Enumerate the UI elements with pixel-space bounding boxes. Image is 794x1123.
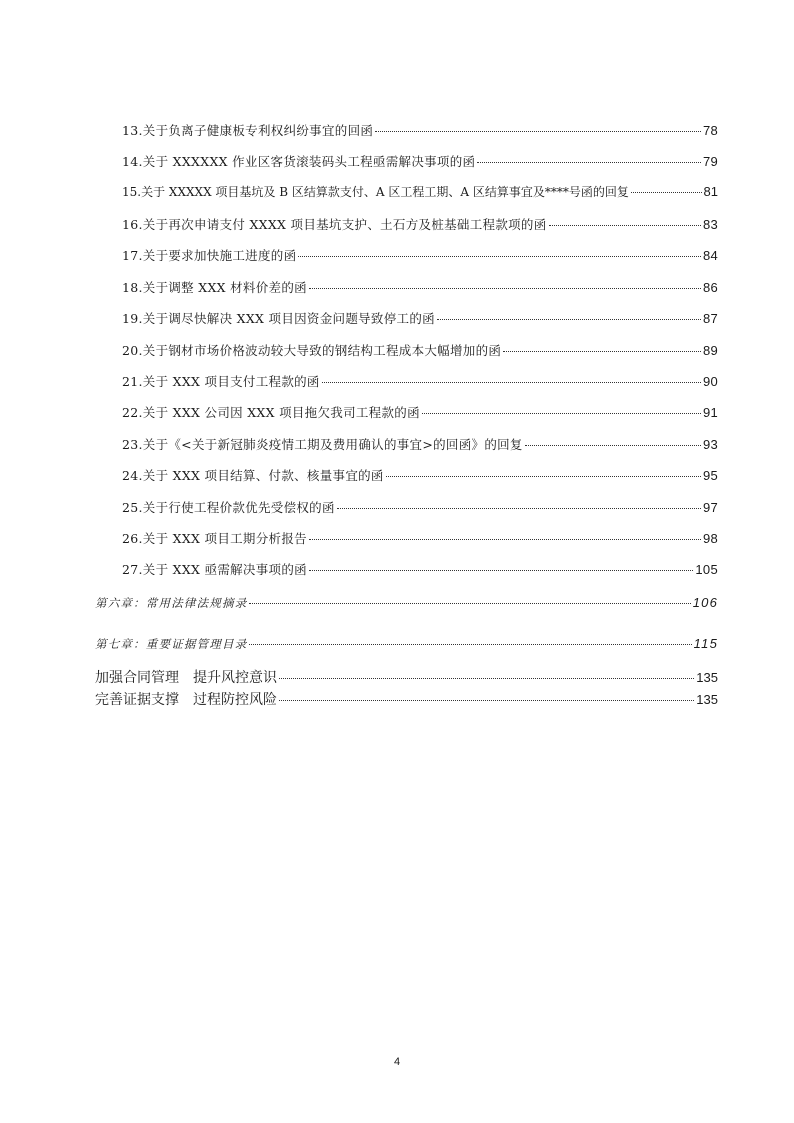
toc-chapter-page: 106 <box>692 595 718 610</box>
toc-entry-26[interactable] <box>122 529 718 547</box>
toc-extra-1[interactable] <box>95 667 718 687</box>
toc-entry-title: 26.关于 XXX 项目工期分析报告 <box>122 531 307 546</box>
toc-chapter-title: 第七章：重要证据管理目录 <box>95 637 248 651</box>
toc-entry-14[interactable] <box>122 152 718 170</box>
toc-entry-21[interactable] <box>122 372 718 390</box>
toc-entry-title: 23.关于《<关于新冠肺炎疫情工期及费用确认的事宜>的回函》的回复 <box>122 437 523 452</box>
toc-chapter-title: 第六章：常用法律法规摘录 <box>95 596 248 610</box>
toc-chapter-page: 115 <box>693 636 718 651</box>
dot-leader <box>337 508 701 509</box>
toc-entry-16[interactable] <box>122 215 718 233</box>
toc-entry-page: 89 <box>702 343 718 358</box>
toc-entry-page: 86 <box>702 280 718 295</box>
toc-entry-27[interactable] <box>122 560 718 578</box>
toc-entry-title: 18.关于调整 XXX 材料价差的函 <box>122 280 307 295</box>
toc-chapter-7[interactable] <box>95 636 718 652</box>
toc-extra-page: 135 <box>696 692 718 707</box>
toc-entry-title: 19.关于调尽快解决 XXX 项目因资金问题导致停工的函 <box>122 311 435 326</box>
toc-extra-2[interactable] <box>95 689 718 709</box>
dot-leader <box>279 678 694 679</box>
toc-entry-17[interactable] <box>122 246 718 264</box>
toc-entry-19[interactable] <box>122 309 718 327</box>
dot-leader <box>279 700 694 701</box>
dot-leader <box>503 351 701 352</box>
toc-entry-13[interactable] <box>122 121 718 139</box>
toc-entry-20[interactable] <box>122 341 718 359</box>
toc-entry-page: 84 <box>702 248 718 263</box>
toc-entry-page: 97 <box>702 500 718 515</box>
dot-leader <box>549 225 701 226</box>
toc-entry-title: 17.关于要求加快施工进度的函 <box>122 248 297 263</box>
toc-entry-15[interactable] <box>122 183 718 200</box>
footer-page-number: 4 <box>393 1056 401 1068</box>
dot-leader <box>437 319 701 320</box>
toc-entry-page: 79 <box>702 154 718 169</box>
toc-entry-title: 25.关于行使工程价款优先受偿权的函 <box>122 500 335 515</box>
toc-entry-page: 87 <box>702 311 718 326</box>
dot-leader <box>631 192 702 193</box>
toc-entry-23[interactable] <box>122 435 718 453</box>
dot-leader <box>422 413 701 414</box>
toc-extra-page: 135 <box>696 670 718 685</box>
dot-leader <box>386 476 701 477</box>
toc-entry-title: 13.关于负离子健康板专利权纠纷事宜的回函 <box>122 123 374 138</box>
toc-entry-title: 21.关于 XXX 项目支付工程款的函 <box>122 374 320 389</box>
toc-entry-title: 16.关于再次申请支付 XXXX 项目基坑支护、土石方及桩基础工程款项的函 <box>122 217 547 232</box>
toc-entry-page: 91 <box>702 405 718 420</box>
dot-leader <box>249 644 691 645</box>
toc-extra-title: 加强合同管理 提升风控意识 <box>95 670 277 686</box>
toc-entry-page: 98 <box>702 531 718 546</box>
toc-entry-title: 20.关于钢材市场价格波动较大导致的钢结构工程成本大幅增加的函 <box>122 343 502 358</box>
dot-leader <box>375 131 701 132</box>
dot-leader <box>309 570 693 571</box>
toc-entry-page: 95 <box>702 468 718 483</box>
toc-entry-page: 78 <box>702 123 718 138</box>
toc-entry-page: 83 <box>702 217 718 232</box>
dot-leader <box>309 539 701 540</box>
dot-leader <box>525 445 701 446</box>
toc-entry-title: 24.关于 XXX 项目结算、付款、核量事宜的函 <box>122 468 384 483</box>
toc-entry-title: 27.关于 XXX 亟需解决事项的函 <box>122 562 307 577</box>
toc-entry-title: 14.关于 XXXXXX 作业区客货滚装码头工程亟需解决事项的函 <box>122 154 476 169</box>
dot-leader <box>322 382 701 383</box>
toc-entry-page: 105 <box>695 562 718 577</box>
toc-entry-24[interactable] <box>122 466 718 484</box>
toc-entry-title: 15.关于 XXXXX 项目基坑及 B 区结算款支付、A 区工程工期、A 区结算事宜及****号函的回复 <box>122 185 629 199</box>
dot-leader <box>249 603 690 604</box>
toc-entry-page: 90 <box>702 374 718 389</box>
dot-leader <box>309 288 701 289</box>
dot-leader <box>298 256 701 257</box>
dot-leader <box>477 162 701 163</box>
toc-entry-page: 81 <box>703 184 718 199</box>
toc-entry-title: 22.关于 XXX 公司因 XXX 项目拖欠我司工程款的函 <box>122 405 420 420</box>
toc-entry-22[interactable] <box>122 403 718 421</box>
toc-extra-title: 完善证据支撑 过程防控风险 <box>95 692 277 708</box>
toc-chapter-6[interactable] <box>95 595 718 611</box>
toc-entry-page: 93 <box>702 437 718 452</box>
toc-entry-25[interactable] <box>122 498 718 516</box>
toc-entry-18[interactable] <box>122 278 718 296</box>
